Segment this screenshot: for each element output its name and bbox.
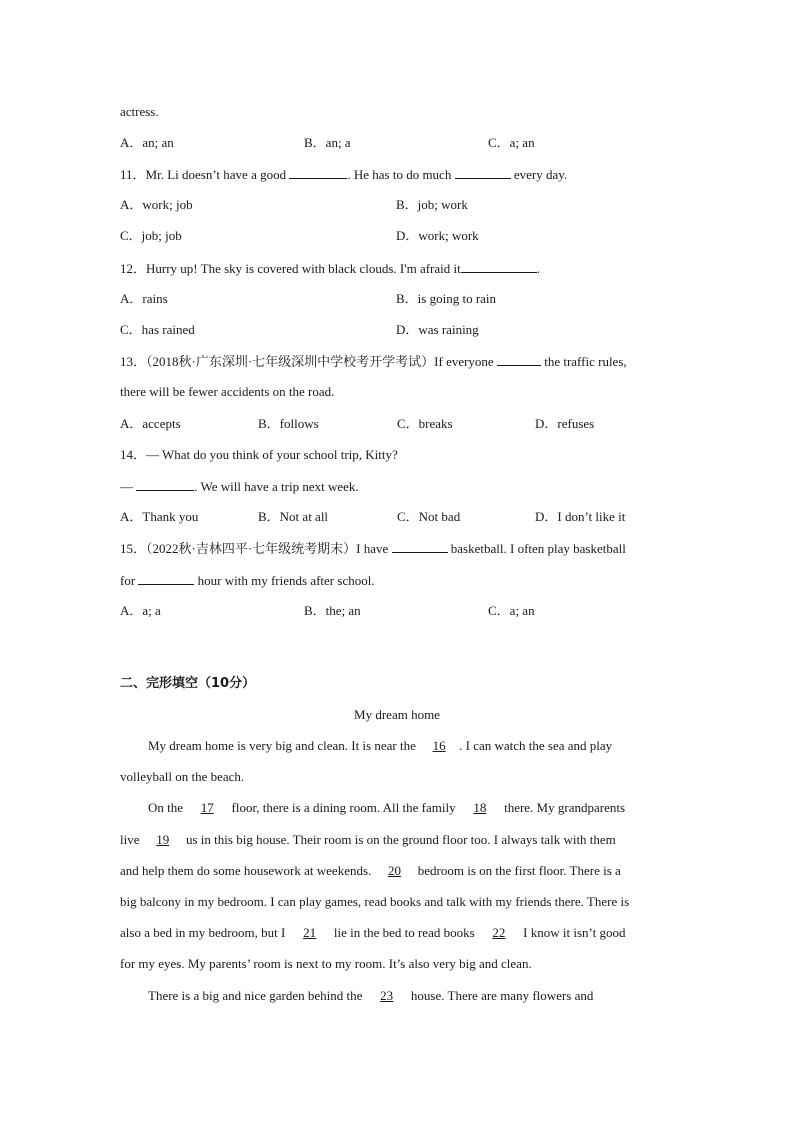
- q13-option-a: A．accepts: [120, 416, 181, 431]
- passage-text: bedroom is on the first floor. There is a: [414, 863, 621, 878]
- passage-line: [120, 925, 626, 941]
- passage-text: there. My grandparents: [500, 800, 626, 815]
- q11-option-b: B．job; work: [396, 197, 468, 212]
- answer-blank: [289, 166, 347, 179]
- blank-number-19: 19: [156, 832, 170, 847]
- passage-text: house. There are many flowers and: [407, 988, 594, 1003]
- q14-option-b: B．Not at all: [258, 509, 329, 524]
- question-15-line-2: [120, 572, 375, 589]
- q15-option-c: C．a; an: [488, 603, 535, 618]
- passage-text: also a bed in my bedroom, but I: [120, 925, 289, 940]
- q11-option-a: A．work; job: [120, 197, 193, 212]
- answer-blank: [136, 478, 194, 491]
- answer-blank: [455, 166, 511, 179]
- answer-blank: [461, 260, 537, 273]
- q15-text-post: basketball. I often play basketball: [447, 541, 626, 556]
- q14-option-c: C．Not bad: [397, 509, 461, 524]
- blank-number-17: 17: [200, 800, 214, 815]
- q11-text-pre: 11．Mr. Li doesn’t have a good: [120, 167, 290, 182]
- q11-option-c: C．job; job: [120, 228, 182, 243]
- q12-option-a: A．rains: [120, 291, 168, 306]
- blank-number-18: 18: [473, 800, 487, 815]
- answer-blank: [392, 540, 448, 553]
- q15-text-pre2: for: [120, 573, 139, 588]
- q12-text-pre: 12．Hurry up! The sky is covered with black clouds. I'm afraid it: [120, 261, 461, 276]
- q13-option-d: D．refuses: [535, 416, 595, 431]
- q10-option-a: A．an; an: [120, 135, 174, 150]
- q11-option-d: D．work; work: [396, 228, 479, 243]
- q12-option-c: C．has rained: [120, 322, 195, 337]
- question-14: 14．— What do you think of your school trip, Kitty?: [120, 447, 398, 462]
- question-10-continuation: actress.: [120, 104, 159, 119]
- passage-line: big balcony in my bedroom. I can play games, read books and talk with my friends there. There is: [120, 894, 630, 909]
- passage-text: us in this big house. Their room is on the ground floor too. I always talk with them: [182, 832, 616, 847]
- q10-option-b: B．an; a: [304, 135, 351, 150]
- answer-blank: [138, 572, 194, 585]
- q14-option-a: A．Thank you: [120, 509, 199, 524]
- blank-number-21: 21: [303, 925, 317, 940]
- blank-number-23: 23: [380, 988, 394, 1003]
- passage-line: for my eyes. My parents’ room is next to my room. It’s also very big and clean.: [120, 956, 532, 971]
- q10-option-c: C．a; an: [488, 135, 535, 150]
- q14-option-d: D．I don’t like it: [535, 509, 626, 524]
- q12-text-post: .: [536, 261, 540, 276]
- answer-blank: [497, 353, 541, 366]
- passage-line: [148, 800, 625, 816]
- passage-text: I know it isn’t good: [519, 925, 626, 940]
- passage-line: [120, 832, 616, 848]
- q13-text-pre: 13．（2018秋·广东深圳·七年级深圳中学校考开学考试）If everyone: [120, 354, 497, 369]
- passage-text: There is a big and nice garden behind the: [148, 988, 366, 1003]
- question-12: [120, 260, 540, 277]
- question-13: [120, 353, 627, 370]
- passage-text: and help them do some housework at weekends.: [120, 863, 375, 878]
- question-13-line-2: there will be fewer accidents on the road.: [120, 384, 335, 399]
- q14-text-pre: —: [120, 479, 137, 494]
- passage-line: [148, 988, 593, 1004]
- q13-option-b: B．follows: [258, 416, 319, 431]
- passage-text: floor, there is a dining room. All the family: [228, 800, 459, 815]
- q14-text-post: . We will have a trip next week.: [194, 479, 359, 494]
- passage-line: [120, 863, 621, 879]
- q12-option-b: B．is going to rain: [396, 291, 497, 306]
- question-14-line-2: [120, 478, 359, 495]
- passage-text: lie in the bed to read books: [330, 925, 478, 940]
- blank-number-20: 20: [388, 863, 402, 878]
- passage-text: live: [120, 832, 143, 847]
- q13-option-c: C．breaks: [397, 416, 453, 431]
- q13-text-post: the traffic rules,: [540, 354, 627, 369]
- passage-title: My dream home: [354, 707, 440, 722]
- blank-number-22: 22: [492, 925, 506, 940]
- q12-option-d: D．was raining: [396, 322, 479, 337]
- passage-text: . I can watch the sea and play: [459, 738, 613, 753]
- passage-text: My dream home is very big and clean. It is near the: [148, 738, 420, 753]
- blank-number-16: 16: [432, 738, 446, 753]
- passage-text: On the: [148, 800, 187, 815]
- q15-option-b: B．the; an: [304, 603, 361, 618]
- q15-text-post2: hour with my friends after school.: [194, 573, 375, 588]
- question-15: [120, 540, 626, 557]
- question-11: [120, 166, 567, 183]
- q15-option-a: A．a; a: [120, 603, 161, 618]
- q11-text-mid: . He has to do much: [347, 167, 455, 182]
- q11-text-post: every day.: [510, 167, 568, 182]
- passage-line: [148, 738, 612, 754]
- section-heading-cloze: 二、完形填空（10分）: [120, 676, 256, 691]
- passage-line: volleyball on the beach.: [120, 769, 245, 784]
- q15-text-pre: 15．（2022秋·吉林四平·七年级统考期末）I have: [120, 541, 392, 556]
